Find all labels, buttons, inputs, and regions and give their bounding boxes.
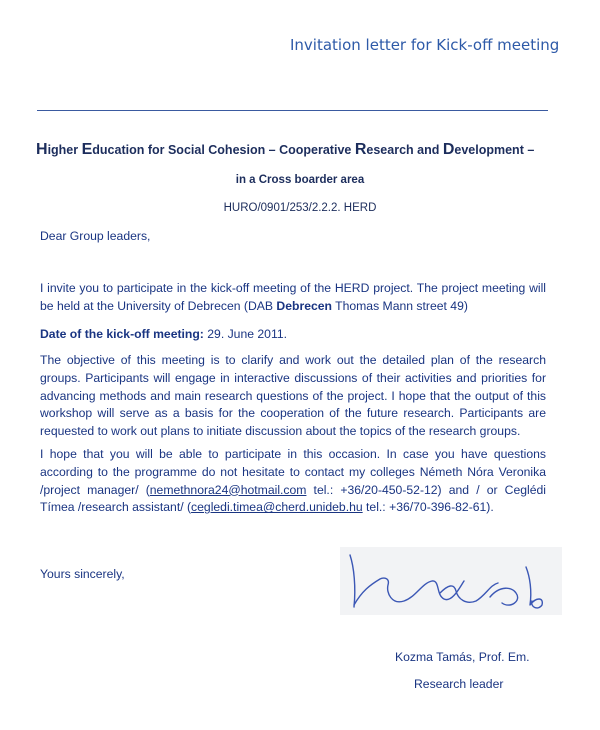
meeting-date-label: Date of the kick-off meeting:: [40, 327, 204, 341]
objective-paragraph: The objective of this meeting is to clarify and work out the detailed plan of the research groups. Participants will engage in interactive discussions of their activities and priorities for advancing methods and main research questions of the project. I hope that the output of this workshop will serve as a basis for the cooperation of the future research. Participants are requested to work out plans to initiate discussion about the topics of the research groups.: [40, 353, 546, 439]
project-title-cap-4: D: [442, 141, 455, 158]
project-reference-code: HURO/0901/253/2.2.2. HERD: [223, 202, 377, 214]
document-title: Invitation letter for Kick-off meeting: [290, 36, 560, 54]
signer-role: Research leader: [414, 677, 504, 691]
signature-icon: [340, 547, 562, 615]
project-title-cap-2: E: [81, 141, 93, 158]
contact-paragraph: [40, 446, 546, 517]
project-subtitle: in a Cross boarder area: [235, 174, 365, 186]
project-title-rest-3: esearch and: [366, 143, 443, 157]
signer-name: Kozma Tamás, Prof. Em.: [395, 650, 530, 664]
contact-text-b: tel.: +36/20-450-52-12) and / or Ceglédi Tímea /research assistant/ (: [40, 482, 546, 515]
project-title-cap-1: H: [36, 141, 48, 158]
venue-city: Debrecen: [276, 298, 332, 313]
project-title-rest-1: igher: [47, 143, 82, 157]
invitation-text: I invite you to participate in the kick-off meeting of the HERD project. The project meeting will be held at the University of Debrecen (DAB: [40, 281, 546, 313]
title-divider: [37, 110, 548, 111]
project-title-rest-4: evelopment –: [454, 143, 535, 157]
project-title: [36, 141, 564, 159]
project-title-rest-2: ducation for Social Cohesion – Cooperative: [92, 143, 355, 157]
email-link-assistant[interactable]: cegledi.timea@cherd.unideb.hu: [191, 500, 363, 515]
contact-text-a: I hope that you will be able to participate in this occasion. In case you have questions according to the programme do not hesitate to contact my colleges Németh Nóra Veronika /project manager/ (: [40, 447, 546, 497]
contact-text-c: tel.: +36/70-396-82-61).: [362, 500, 494, 515]
project-title-cap-3: R: [354, 141, 367, 158]
invitation-paragraph: [40, 280, 546, 316]
meeting-date-value: 29. June 2011.: [203, 327, 287, 341]
meeting-date-line: [40, 326, 546, 344]
handwritten-signature: [340, 547, 562, 615]
closing: Yours sincerely,: [40, 567, 125, 581]
venue-address: Thomas Mann street 49): [331, 298, 468, 313]
salutation: Dear Group leaders,: [40, 229, 151, 243]
email-link-manager[interactable]: nemethnora24@hotmail.com: [149, 482, 307, 497]
